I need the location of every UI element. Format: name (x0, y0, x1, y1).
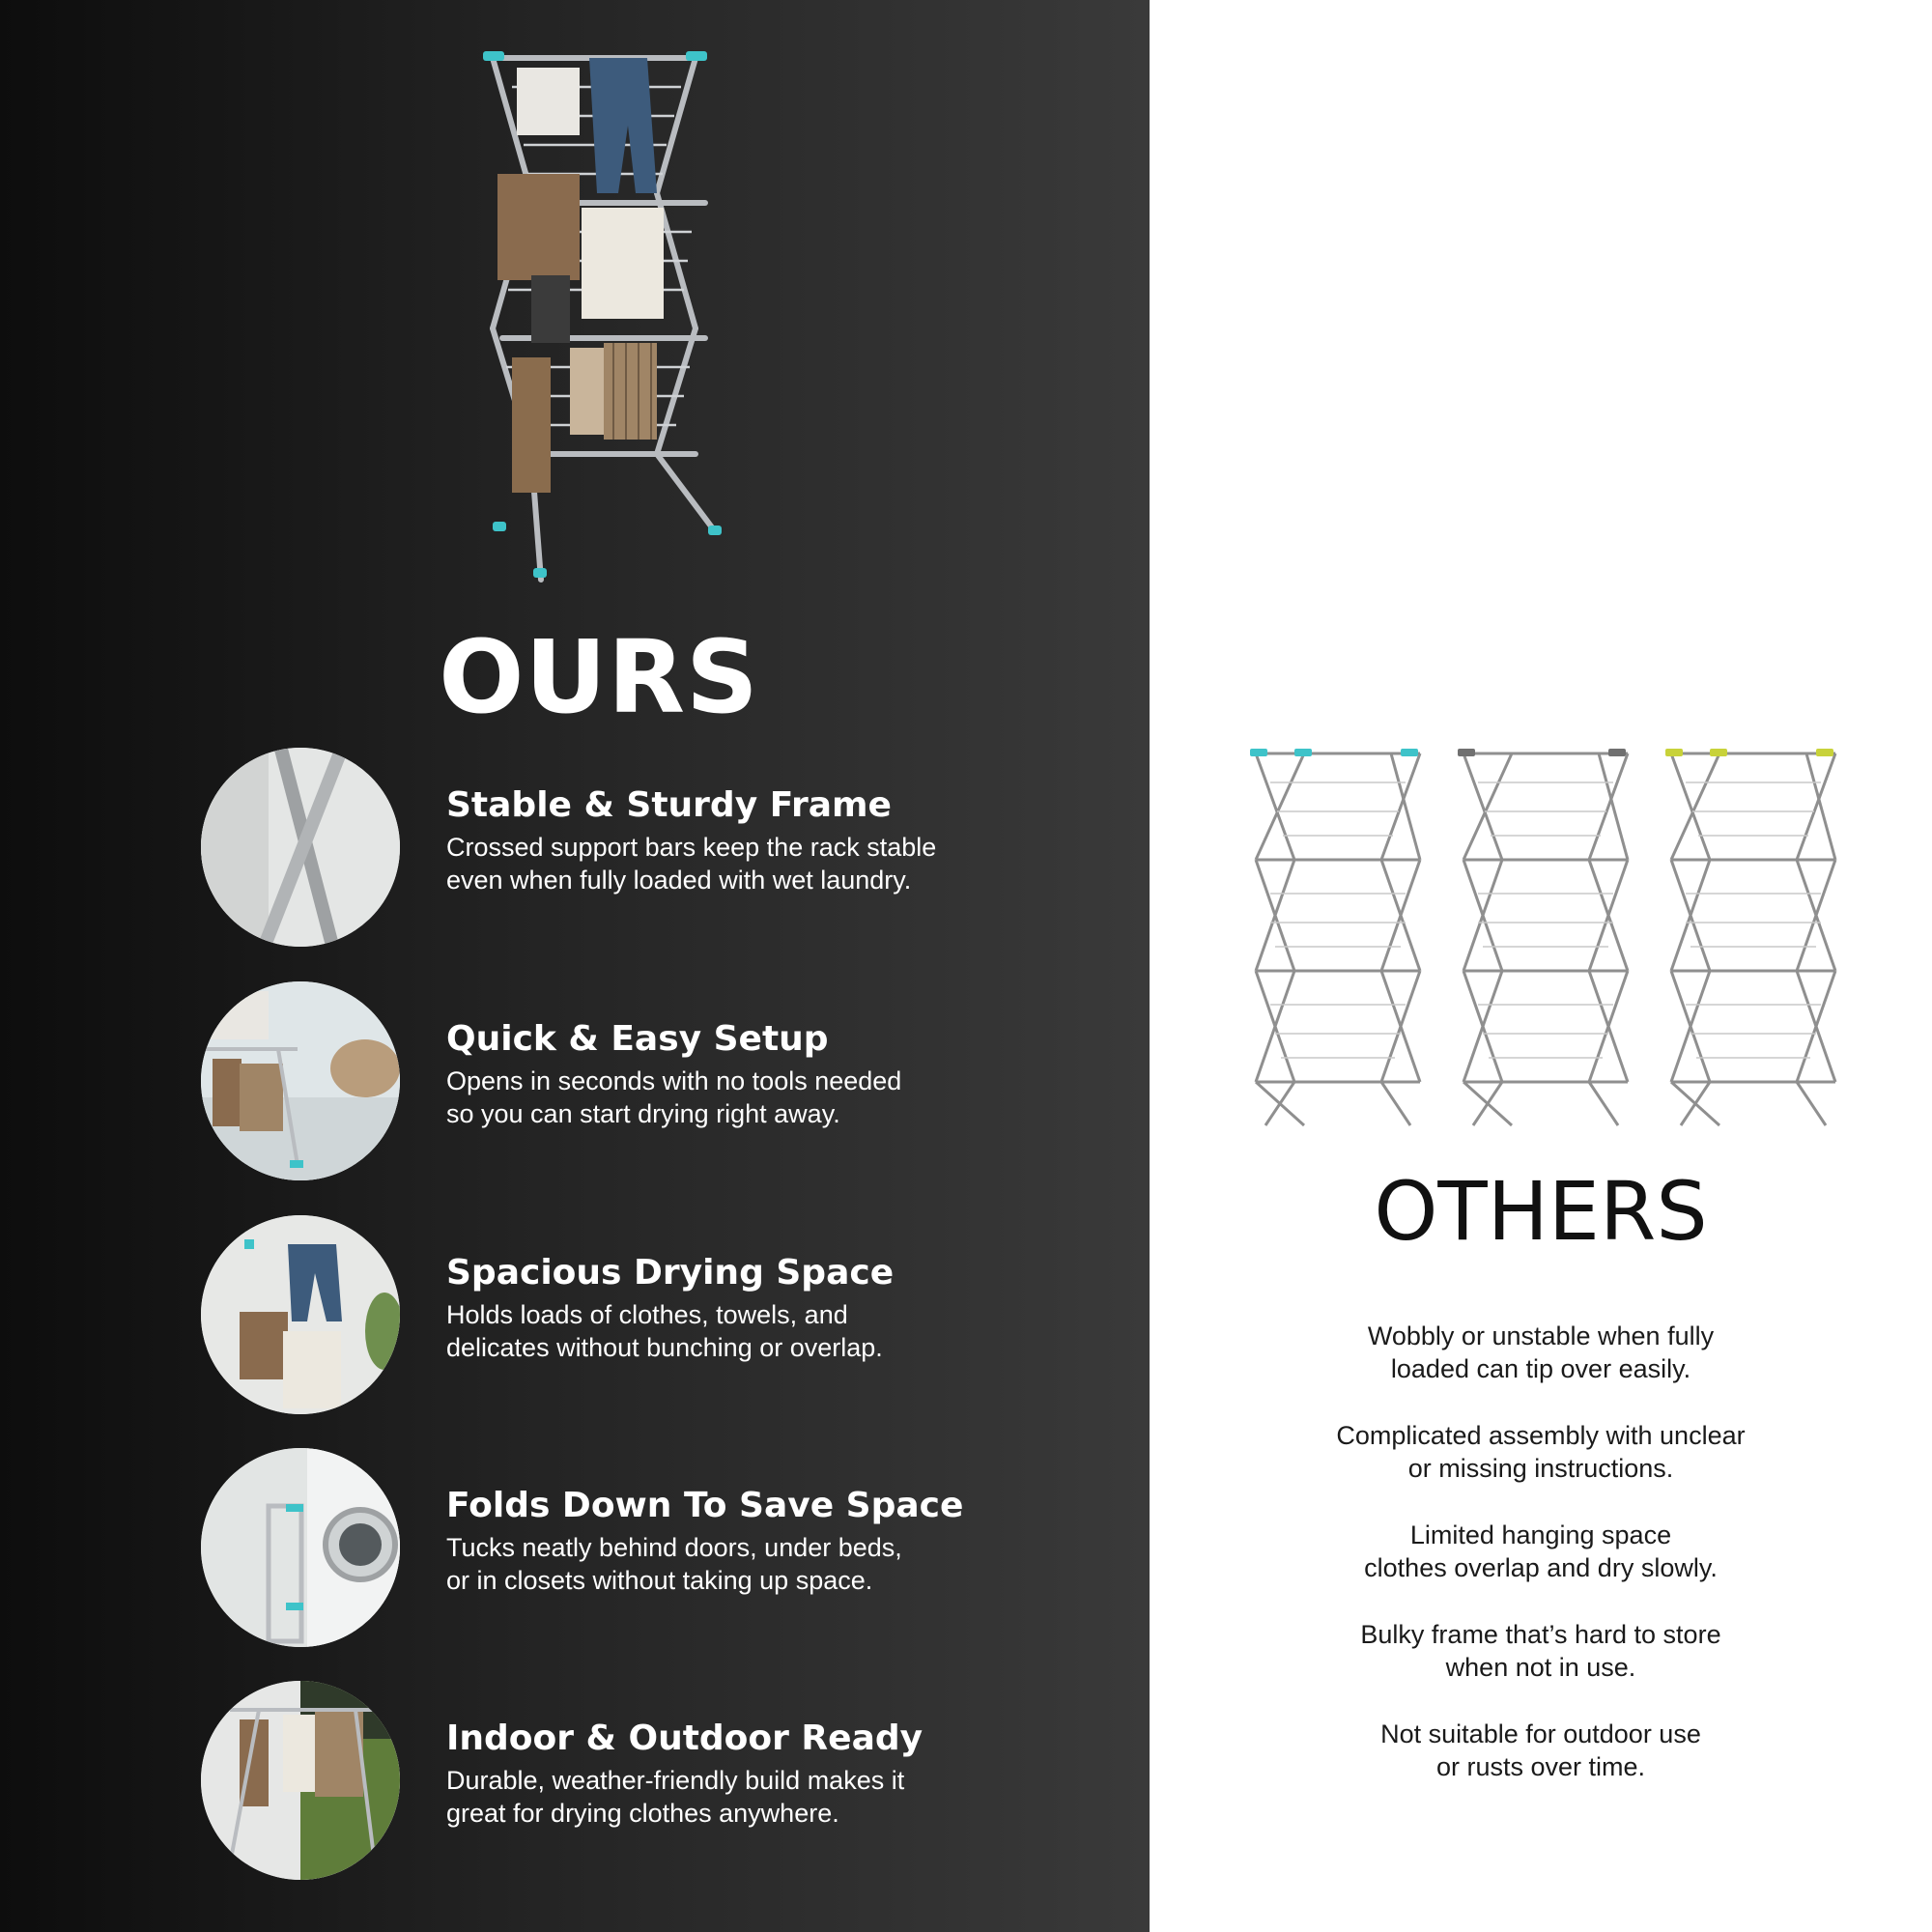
feature-title: Spacious Drying Space (446, 1253, 895, 1293)
folded-rack-by-washer-image (201, 1448, 400, 1647)
feature-title: Quick & Easy Setup (446, 1019, 829, 1059)
feature-description (446, 1531, 1065, 1597)
feature-description-line: Crossed support bars keep the rack stable (446, 833, 937, 862)
feature-title: Stable & Sturdy Frame (446, 785, 892, 825)
feature-description-line: delicates without bunching or overlap. (446, 1333, 883, 1362)
feature-description (446, 1764, 1065, 1830)
con-line: or missing instructions. (1407, 1454, 1674, 1483)
feature-item-indoor-outdoor (201, 1681, 1070, 1884)
others-title: OTHERS (1374, 1164, 1708, 1259)
con-line: Not suitable for outdoor use (1380, 1719, 1701, 1748)
feature-item-folds-down (201, 1448, 1070, 1651)
feature-description-line: Opens in seconds with no tools needed (446, 1066, 902, 1095)
con-item (1256, 1419, 1826, 1485)
drying-rack-gray-icon (1458, 749, 1628, 1125)
feature-description-line: Tucks neatly behind doors, under beds, (446, 1533, 902, 1562)
feature-title: Indoor & Outdoor Ready (446, 1719, 923, 1758)
feature-item-stable-frame (201, 748, 1070, 951)
feature-description-line: even when fully loaded with wet laundry. (446, 866, 912, 895)
drying-rack-teal-icon (1250, 749, 1420, 1125)
feature-description-line: Durable, weather-friendly build makes it (446, 1766, 905, 1795)
crossed-bars-closeup-image (201, 748, 400, 947)
feature-description-line: so you can start drying right away. (446, 1099, 840, 1128)
feature-description-line: great for drying clothes anywhere. (446, 1799, 839, 1828)
feature-item-drying-space (201, 1215, 1070, 1418)
con-item (1256, 1320, 1826, 1385)
con-line: when not in use. (1445, 1653, 1636, 1682)
drying-rack-yellow-icon (1665, 749, 1835, 1125)
ours-title: OURS (439, 618, 759, 736)
feature-description (446, 831, 1065, 896)
con-line: clothes overlap and dry slowly. (1364, 1553, 1718, 1582)
others-racks-image (1236, 739, 1855, 1135)
rack-loaded-clothes-image (201, 1215, 400, 1414)
con-line: loaded can tip over easily. (1390, 1354, 1691, 1383)
con-line: Limited hanging space (1409, 1520, 1672, 1549)
rack-in-laundry-room-image (201, 981, 400, 1180)
con-line: or rusts over time. (1435, 1752, 1646, 1781)
con-item (1256, 1618, 1826, 1684)
con-line: Bulky frame that’s hard to store (1360, 1620, 1721, 1649)
feature-title: Folds Down To Save Space (446, 1486, 964, 1525)
feature-description-line: or in closets without taking up space. (446, 1566, 873, 1595)
rack-on-grass-image (201, 1681, 400, 1880)
con-item (1256, 1718, 1826, 1783)
feature-description (446, 1065, 1065, 1130)
feature-description-line: Holds loads of clothes, towels, and (446, 1300, 848, 1329)
con-line: Complicated assembly with unclear (1336, 1421, 1746, 1450)
con-line: Wobbly or unstable when fully (1367, 1321, 1715, 1350)
con-item (1256, 1519, 1826, 1584)
feature-description (446, 1298, 1065, 1364)
feature-item-easy-setup (201, 981, 1070, 1184)
hero-drying-rack-image (473, 48, 782, 589)
